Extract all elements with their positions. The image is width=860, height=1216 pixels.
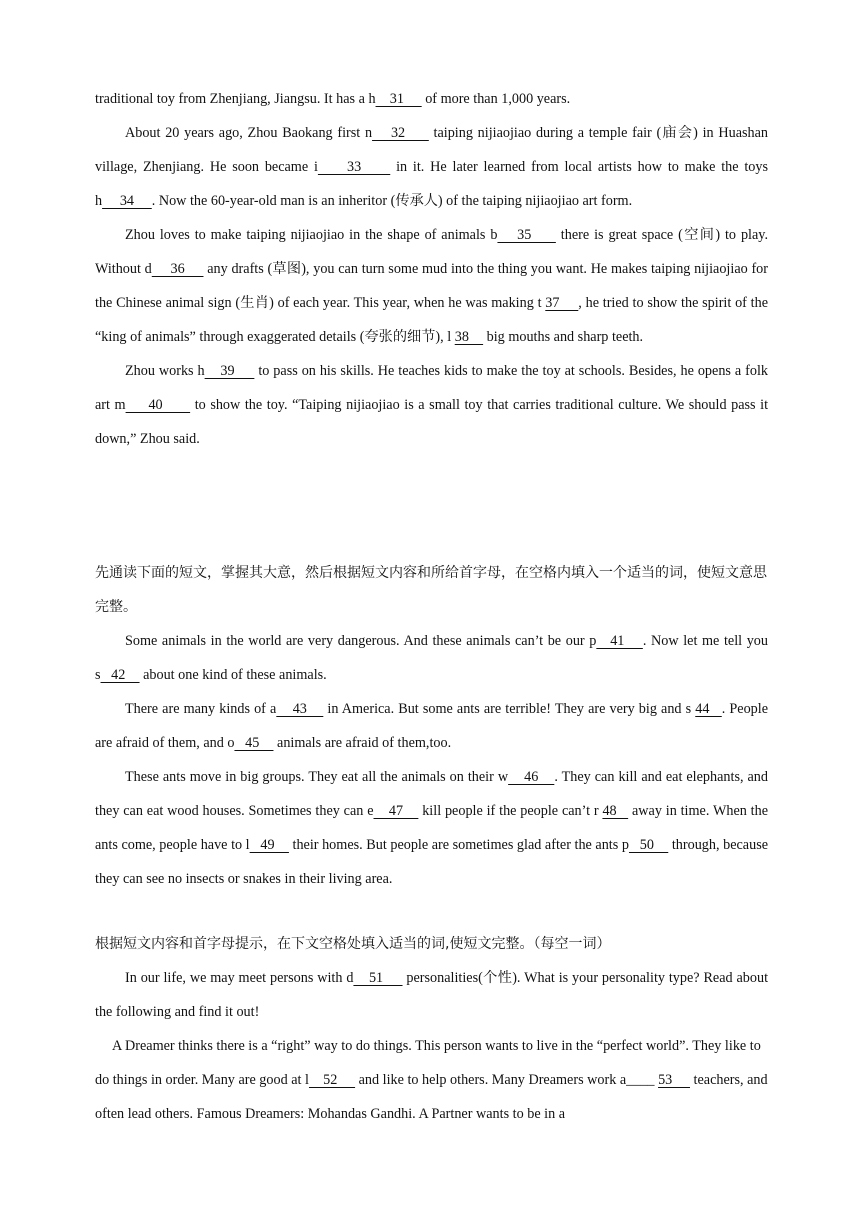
text-run: . They can kill and eat elephants, and they can eat wood houses. Sometimes they can e [95,769,768,819]
text-run: in America. But some ants are terrible! They are very big and s [323,701,696,717]
passage-taiping-nijiaojiao [95,82,768,456]
text-run: . Now let me tell you s [95,633,768,683]
text-run: away in time. When the ants come, people have to l [95,803,769,853]
instruction-text: 根据短文内容和首字母提示，在下文空格处填入适当的词,使短文完整。（每空一词） [95,936,611,952]
answer-blank: 47 [373,803,419,819]
answer-blank: 42 [100,667,140,683]
answer-blank: 45 [234,735,274,751]
text-run: traditional toy from Zhenjiang, Jiangsu. It has a h [95,91,376,107]
answer-blank: 31 [375,91,422,107]
text-run: big mouths and sharp teeth. [483,329,644,345]
text-run: to show the toy. “Taiping nijiaojiao is a small toy that carries traditional culture. We should pass it down,” Zhou said. [95,397,769,447]
paragraph [95,624,768,692]
paragraph [95,1029,768,1131]
text-run: Zhou works h [125,363,205,379]
answer-blank: 32 [372,125,429,141]
text-run: teachers, and often lead others. Famous Dreamers: Mohandas Gandhi. A Partner wants to be in a [95,1072,768,1122]
text-run: taiping nijiaojiao during a temple fair (庙会) in Huashan village, Zhenjiang. He soon became i [95,125,769,175]
text-run: Zhou loves to make taiping nijiaojiao in the shape of animals b [125,227,498,243]
paragraph [95,760,768,896]
text-run: personalities(个性). What is your personality type? Read about the following and find it out! [95,970,769,1020]
paragraph [95,354,768,456]
text-run: About 20 years ago, Zhou Baokang first n [125,125,373,141]
text-run: and like to help others. Many Dreamers work a____ [355,1072,659,1088]
answer-blank: 48 [602,803,629,819]
text-run: about one kind of these animals. [139,667,327,683]
answer-blank: 50 [628,837,669,853]
text-run: their homes. But people are sometimes glad after the ants p [288,837,629,853]
text-run: to pass on his skills. He teaches kids to make the toy at schools. Besides, he opens a folk art m [95,363,768,413]
text-run: in it. He later learned from local artists how to make the toys h [95,159,769,209]
paragraph [95,218,768,354]
text-run: . People are afraid of them, and o [95,701,769,751]
answer-blank: 33 [317,159,391,175]
text-run: through, because they can see no insects or snakes in their living area. [95,837,769,887]
answer-blank: 49 [249,837,289,853]
text-run: , he tried to show the spirit of the “king of animals” through exaggerated details (夸张的细节), l [95,295,768,345]
answer-blank: 53 [658,1072,690,1088]
answer-blank: 38 [454,329,484,345]
text-run: These ants move in big groups. They eat all the animals on their w [125,769,509,785]
text-run: There are many kinds of a [125,701,277,717]
text-run: animals are afraid of them,too. [273,735,452,751]
text-run: there is great space (空间) to play. Without d [95,227,768,277]
answer-blank: 52 [308,1072,356,1088]
text-run: . Now the 60-year-old man is an inheritor (传承人) of the taiping nijiaojiao art form. [151,193,633,209]
paragraph [95,116,768,218]
answer-blank: 36 [151,261,204,277]
text-run: kill people if the people can’t r [418,803,603,819]
answer-blank: 41 [596,633,643,649]
answer-blank: 51 [353,970,403,986]
text-run: A Dreamer thinks there is a “right” way to do things. This person wants to live in the “perfect world”. They like to do things in order. Many are good at l [95,1038,761,1088]
answer-blank: 37 [545,295,579,311]
answer-blank: 46 [508,769,555,785]
text-run: of more than 1,000 years. [421,91,571,107]
answer-blank: 43 [276,701,324,717]
paragraph [95,961,768,1029]
answer-blank: 44 [695,701,722,717]
answer-blank: 34 [102,193,152,209]
text-run: In our life, we may meet persons with d [125,970,354,986]
text-run: Some animals in the world are very dangerous. And these animals can’t be our p [125,633,597,649]
paragraph [95,82,768,116]
passage-personality-types [95,927,768,1131]
answer-blank: 40 [125,397,191,413]
answer-blank: 35 [497,227,556,243]
answer-blank: 39 [204,363,255,379]
text-run: any drafts (草图), you can turn some mud into the thing you want. He makes taiping nijiaojiao for the Chinese animal sign (生肖) of each year. This year, when he was making t [95,261,769,311]
instruction-text: 先通读下面的短文，掌握其大意，然后根据短文内容和所给首字母，在空格内填入一个适当的词，使短文意思完整。 [95,565,767,615]
passage-dangerous-ants [95,556,768,896]
paragraph [95,692,768,760]
